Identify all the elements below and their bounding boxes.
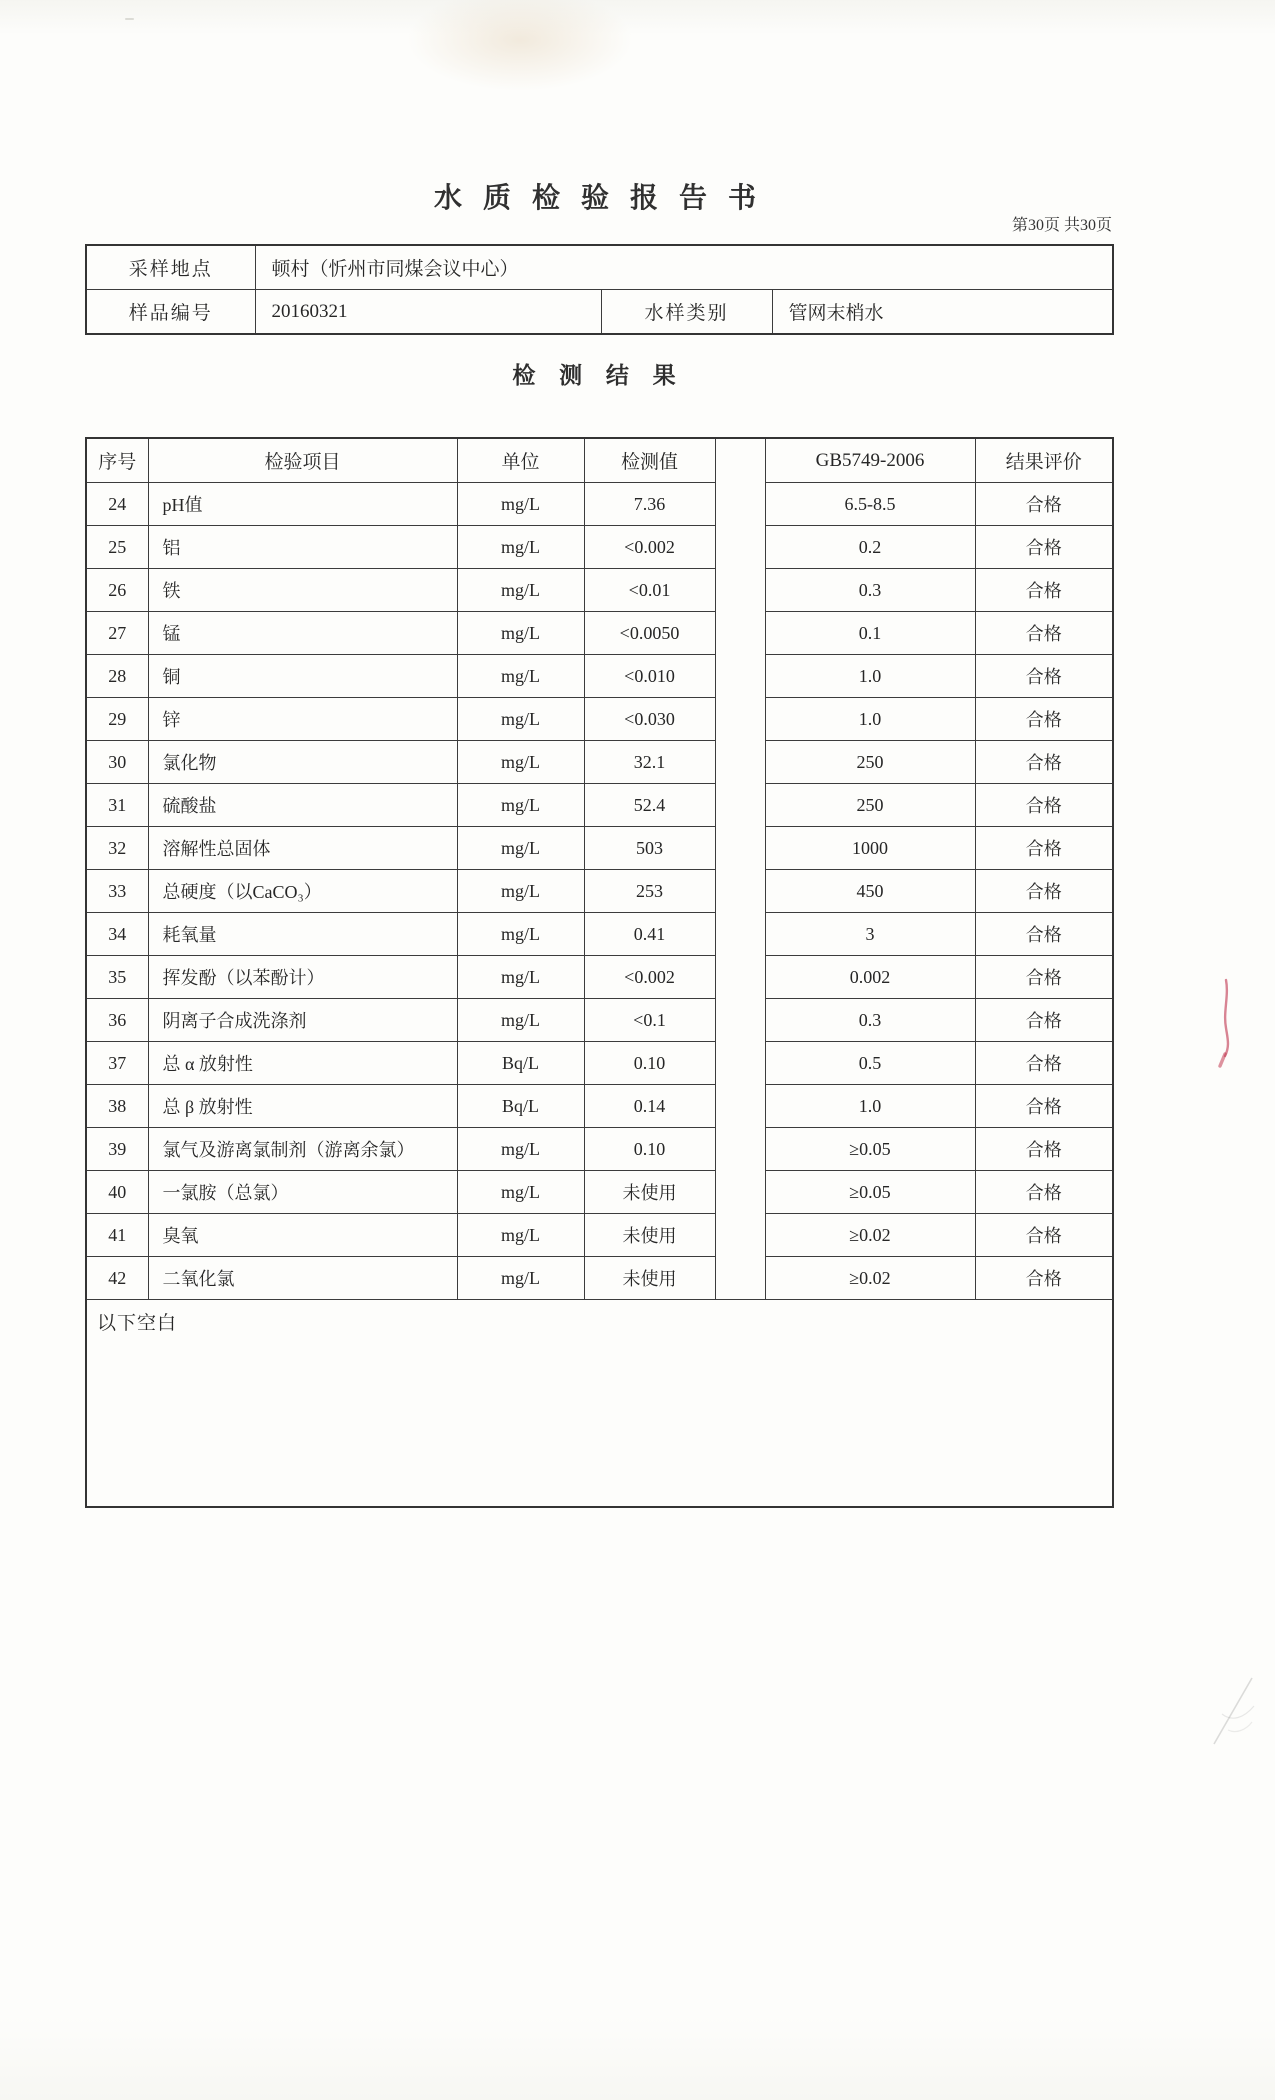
header-seq: 序号	[86, 438, 148, 483]
gap-cell	[715, 612, 765, 655]
sample-number-label: 样品编号	[86, 290, 255, 335]
table-row	[86, 245, 1113, 290]
row-seq: 40	[86, 1171, 148, 1214]
row-value: <0.0050	[584, 612, 715, 655]
row-seq: 31	[86, 784, 148, 827]
row-item: pH值	[148, 483, 457, 526]
row-result: 合格	[975, 698, 1113, 741]
row-value: 未使用	[584, 1257, 715, 1300]
table-row	[86, 1257, 1113, 1300]
row-result: 合格	[975, 1214, 1113, 1257]
gap-cell	[715, 741, 765, 784]
row-value: 0.10	[584, 1128, 715, 1171]
scan-smudge	[355, 0, 685, 115]
row-seq: 30	[86, 741, 148, 784]
table-row	[86, 290, 1113, 335]
row-item: 耗氧量	[148, 913, 457, 956]
row-unit: mg/L	[457, 612, 584, 655]
row-standard: 0.5	[765, 1042, 975, 1085]
row-standard: 0.1	[765, 612, 975, 655]
table-row	[86, 870, 1113, 913]
gap-cell	[715, 999, 765, 1042]
sampling-location-label: 采样地点	[86, 245, 255, 290]
row-seq: 41	[86, 1214, 148, 1257]
row-standard: 1000	[765, 827, 975, 870]
gap-cell	[715, 913, 765, 956]
row-result: 合格	[975, 483, 1113, 526]
row-value: <0.002	[584, 956, 715, 999]
row-item: 氯气及游离氯制剂（游离余氯）	[148, 1128, 457, 1171]
gap-cell	[715, 1085, 765, 1128]
row-item: 铁	[148, 569, 457, 612]
row-seq: 29	[86, 698, 148, 741]
row-unit: mg/L	[457, 741, 584, 784]
header-value: 检测值	[584, 438, 715, 483]
gap-cell	[715, 655, 765, 698]
row-standard: 0.3	[765, 999, 975, 1042]
row-standard: ≥0.05	[765, 1128, 975, 1171]
row-seq: 36	[86, 999, 148, 1042]
row-value: <0.010	[584, 655, 715, 698]
row-unit: mg/L	[457, 1257, 584, 1300]
row-unit: mg/L	[457, 999, 584, 1042]
row-value: 7.36	[584, 483, 715, 526]
row-result: 合格	[975, 1128, 1113, 1171]
row-result: 合格	[975, 913, 1113, 956]
table-row	[86, 612, 1113, 655]
row-result: 合格	[975, 956, 1113, 999]
row-unit: mg/L	[457, 483, 584, 526]
gap-cell	[715, 1214, 765, 1257]
gap-cell	[715, 698, 765, 741]
table-row	[86, 1042, 1113, 1085]
row-unit: mg/L	[457, 1214, 584, 1257]
row-unit: Bq/L	[457, 1042, 584, 1085]
row-unit: mg/L	[457, 827, 584, 870]
table-row	[86, 1128, 1113, 1171]
table-row	[86, 784, 1113, 827]
table-row	[86, 913, 1113, 956]
header-evaluation: 结果评价	[975, 438, 1113, 483]
row-unit: mg/L	[457, 913, 584, 956]
blank-footer-row	[86, 1300, 1113, 1508]
page-number: 第30页 共30页	[1011, 217, 1112, 234]
row-item: 铝	[148, 526, 457, 569]
row-unit: mg/L	[457, 1128, 584, 1171]
row-item: 氯化物	[148, 741, 457, 784]
table-row	[86, 741, 1113, 784]
row-seq: 32	[86, 827, 148, 870]
row-standard: 1.0	[765, 1085, 975, 1128]
row-item: 总硬度（以CaCO₃）	[148, 870, 457, 913]
row-result: 合格	[975, 1085, 1113, 1128]
row-item: 臭氧	[148, 1214, 457, 1257]
row-result: 合格	[975, 526, 1113, 569]
row-seq: 27	[86, 612, 148, 655]
table-row	[86, 655, 1113, 698]
row-standard: 6.5-8.5	[765, 483, 975, 526]
header-item: 检验项目	[148, 438, 457, 483]
row-value: <0.1	[584, 999, 715, 1042]
row-seq: 39	[86, 1128, 148, 1171]
table-row	[86, 1214, 1113, 1257]
row-result: 合格	[975, 741, 1113, 784]
row-standard: ≥0.02	[765, 1214, 975, 1257]
row-result: 合格	[975, 1257, 1113, 1300]
gap-cell	[715, 569, 765, 612]
scan-speck	[125, 18, 134, 20]
row-unit: mg/L	[457, 956, 584, 999]
row-standard: 1.0	[765, 655, 975, 698]
row-value: <0.002	[584, 526, 715, 569]
row-seq: 28	[86, 655, 148, 698]
row-item: 挥发酚（以苯酚计）	[148, 956, 457, 999]
gap-cell	[715, 956, 765, 999]
below-blank-note: 以下空白	[86, 1300, 1113, 1508]
row-result: 合格	[975, 999, 1113, 1042]
row-result: 合格	[975, 1171, 1113, 1214]
row-result: 合格	[975, 870, 1113, 913]
row-item: 锰	[148, 612, 457, 655]
row-value: 52.4	[584, 784, 715, 827]
row-value: <0.030	[584, 698, 715, 741]
table-row	[86, 999, 1113, 1042]
row-seq: 33	[86, 870, 148, 913]
row-item: 二氧化氯	[148, 1257, 457, 1300]
row-value: 未使用	[584, 1214, 715, 1257]
gap-cell	[715, 1171, 765, 1214]
row-standard: ≥0.05	[765, 1171, 975, 1214]
table-row	[86, 698, 1113, 741]
gap-cell	[715, 1257, 765, 1300]
row-value: 32.1	[584, 741, 715, 784]
sampling-location-value: 顿村（忻州市同煤会议中心）	[255, 245, 1113, 290]
row-standard: 450	[765, 870, 975, 913]
row-seq: 38	[86, 1085, 148, 1128]
row-standard: 0.2	[765, 526, 975, 569]
row-value: 253	[584, 870, 715, 913]
row-standard: 0.3	[765, 569, 975, 612]
row-result: 合格	[975, 784, 1113, 827]
row-item: 溶解性总固体	[148, 827, 457, 870]
table-row	[86, 483, 1113, 526]
gap-cell	[715, 1042, 765, 1085]
row-item: 阴离子合成洗涤剂	[148, 999, 457, 1042]
row-unit: mg/L	[457, 698, 584, 741]
row-item: 铜	[148, 655, 457, 698]
row-value: 0.14	[584, 1085, 715, 1128]
row-value: <0.01	[584, 569, 715, 612]
table-row	[86, 956, 1113, 999]
table-row	[86, 827, 1113, 870]
gap-cell	[715, 438, 765, 483]
row-standard: 250	[765, 784, 975, 827]
row-item: 锌	[148, 698, 457, 741]
row-value: 未使用	[584, 1171, 715, 1214]
row-seq: 35	[86, 956, 148, 999]
row-standard: ≥0.02	[765, 1257, 975, 1300]
row-seq: 26	[86, 569, 148, 612]
row-item: 一氯胺（总氯）	[148, 1171, 457, 1214]
row-item: 总 β 放射性	[148, 1085, 457, 1128]
page-title: 水 质 检 验 报 告 书	[433, 183, 763, 214]
row-result: 合格	[975, 612, 1113, 655]
row-item: 硫酸盐	[148, 784, 457, 827]
row-standard: 0.002	[765, 956, 975, 999]
red-pen-mark	[1214, 976, 1240, 1072]
results-table	[85, 437, 1114, 1508]
row-unit: mg/L	[457, 655, 584, 698]
row-unit: mg/L	[457, 569, 584, 612]
pencil-scribble	[1188, 1672, 1275, 1756]
row-standard: 250	[765, 741, 975, 784]
row-unit: Bq/L	[457, 1085, 584, 1128]
gap-cell	[715, 784, 765, 827]
row-seq: 25	[86, 526, 148, 569]
header-unit: 单位	[457, 438, 584, 483]
row-unit: mg/L	[457, 526, 584, 569]
row-unit: mg/L	[457, 870, 584, 913]
table-row	[86, 1171, 1113, 1214]
row-seq: 37	[86, 1042, 148, 1085]
row-result: 合格	[975, 569, 1113, 612]
row-value: 503	[584, 827, 715, 870]
row-unit: mg/L	[457, 784, 584, 827]
table-row	[86, 526, 1113, 569]
row-value: 0.41	[584, 913, 715, 956]
row-standard: 1.0	[765, 698, 975, 741]
row-seq: 34	[86, 913, 148, 956]
row-seq: 42	[86, 1257, 148, 1300]
gap-cell	[715, 483, 765, 526]
row-result: 合格	[975, 655, 1113, 698]
row-item: 总 α 放射性	[148, 1042, 457, 1085]
row-seq: 24	[86, 483, 148, 526]
gap-cell	[715, 827, 765, 870]
table-row	[86, 569, 1113, 612]
section-title: 检 测 结 果	[512, 363, 685, 388]
table-row	[86, 1085, 1113, 1128]
gap-cell	[715, 1128, 765, 1171]
table-header-row	[86, 438, 1113, 483]
gap-cell	[715, 870, 765, 913]
gap-cell	[715, 526, 765, 569]
row-value: 0.10	[584, 1042, 715, 1085]
water-type-label: 水样类别	[601, 290, 772, 335]
water-type-value: 管网末梢水	[772, 290, 1113, 335]
row-result: 合格	[975, 1042, 1113, 1085]
row-result: 合格	[975, 827, 1113, 870]
sample-number-value: 20160321	[255, 290, 601, 335]
row-standard: 3	[765, 913, 975, 956]
sample-info-table	[85, 244, 1114, 335]
row-unit: mg/L	[457, 1171, 584, 1214]
header-standard: GB5749-2006	[765, 438, 975, 483]
